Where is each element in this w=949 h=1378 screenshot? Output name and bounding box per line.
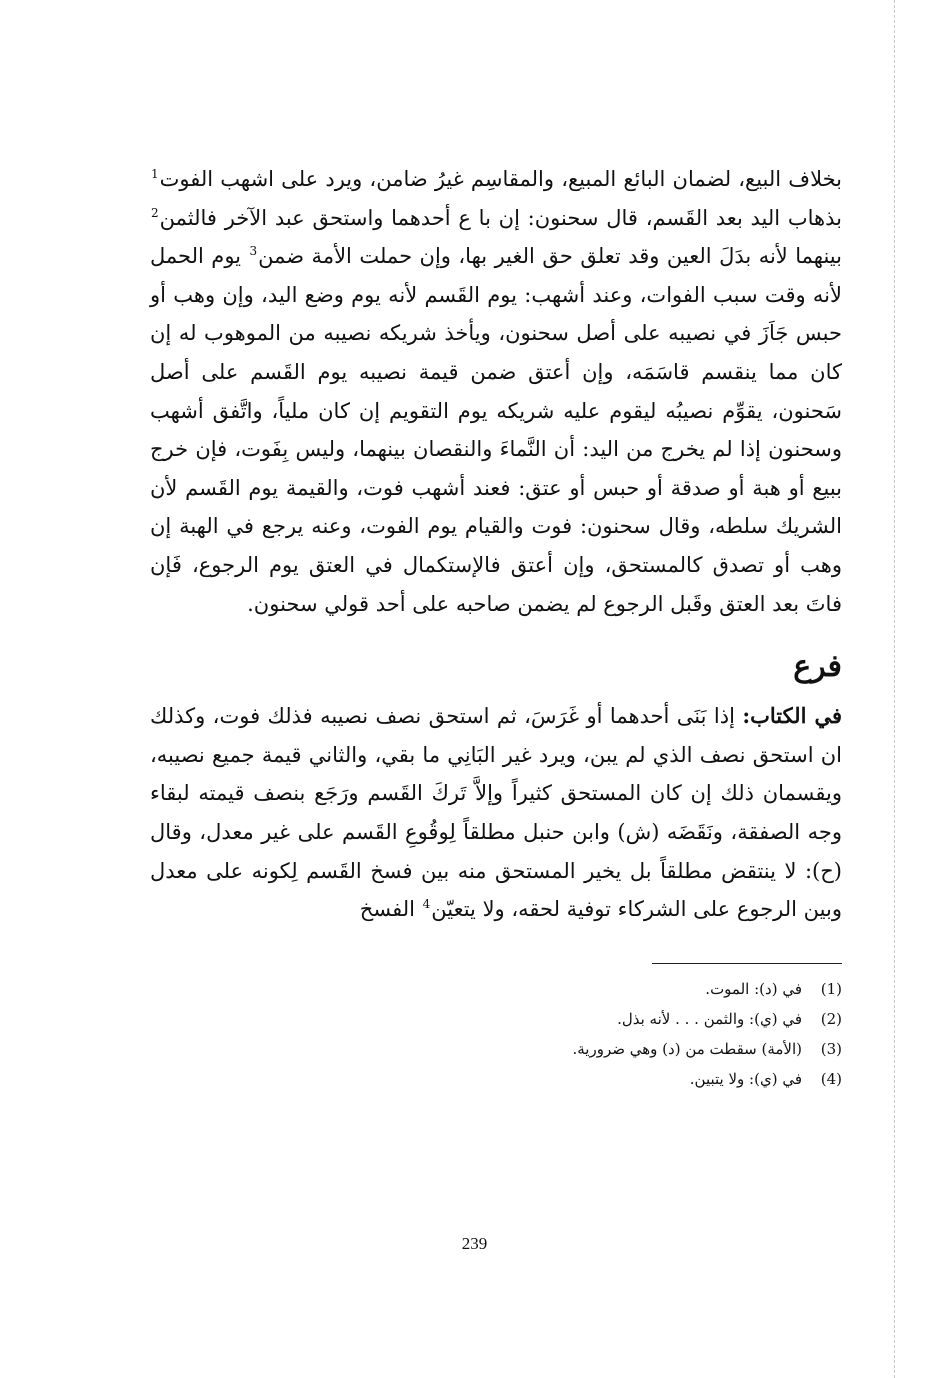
footnotes-list [150,974,842,1094]
footnote-divider [652,963,842,964]
footnote-number: (4) [820,1069,842,1088]
paragraph-2-text-b: الفسخ [359,897,422,922]
footnote-number: (1) [820,979,842,998]
paragraph-1-text-a: بخلاف البيع، لضمان البائع المبيع، والمقاسِم غيرُ ضامن، ويرد على اشهب الفوت [159,167,843,191]
footnote-text: في (ي): والثمن . . . لأنه بذل. [617,1009,802,1028]
paragraph-2 [150,697,842,929]
footnote-text: في (د): الموت. [705,979,802,998]
footnote-ref-2: 2 [151,205,159,220]
footnote-ref-4: 4 [422,897,431,912]
footnote-item [150,1034,842,1064]
footnote-item [150,1004,842,1034]
footnote-item [150,1064,842,1094]
footnote-number: (2) [820,1009,842,1028]
footnote-item [150,974,842,1004]
footnote-ref-1: 1 [151,167,159,181]
page-edge-line [894,0,895,1378]
paragraph-1-text-c: بينهما لأنه بدَلَ العين وقد تعلق حق الغير بها، وإن حملت الأمة ضمن [258,244,842,269]
paragraph-2-text-a: إذا بَنَى أحدهما أو غَرَسَ، ثم استحق نصف نصيبه فذلك فوت، وكذلك ان استحق نصف الذي لم يبن، ويرد غير البَانِي ما بقي، والثاني قيمة جميع نصيبه، ويقسمان ذلك إن كان المستحق كثيراً وإلاَّ تَركَ القَسم ورَجَع بنصف قيمته لبقاء وجه الصفقة، ونَقَضَه (ش) وابن حنبل مطلقاً لِوقُوعِ القَسم على غير معدل، وقال (ح): لا ينتقض مطلقاً بل يخير المستحق منه بين فسخ القَسم لِكونه على معدل وبين الرجوع على الشركاء توفية لحقه، ولا يتعيّن [150,704,842,922]
footnote-text: (الأمة) سقطت من (د) وهي ضرورية. [572,1039,802,1058]
paragraph-1-text-b: بذهاب اليد بعد القَسم، قال سحنون: إن با ع أحدهما واستحق عبد الآخر فالثمن [159,205,842,230]
footnote-number: (3) [820,1039,842,1058]
paragraph-1-text-d: يوم الحمل لأنه وقت سبب الفوات، وعند أشهب: يوم القَسم لأنه يوم وضع اليد، وإن وهب أو حبس جَاَزَ في نصيبه على أصل سحنون، ويأخذ شريكه نصيبه من الموهوب له إن كان مما ينقسم قاسَمَه، وإن أعتق ضمن قيمة نصيبه يوم القَسم على أصل سَحنون، يقوِّم نصيبُه ليقوم عليه شريكه يوم التقويم إن كان ملياً، واتَّفق أشهب وسحنون إذا لم يخرج من اليد: أن النَّماءَ والنقصان بينهما، وليس بِفَوت، فإن خرج ببيع أو هبة أو صدقة أو حبس أو عتق: فعند أشهب فوت، والقيمة يوم القَسم لأن الشريك سلطه، وقال سحنون: فوت والقيام يوم الفوت، وعنه يرجع في الهبة إن وهب أو تصدق كالمستحق، وإن أعتق فالإستكمال في العتق يوم الرجوع، فَإن فاتَ بعد العتق وقَبل الرجوع لم يضمن صاحبه على أحد قولي سحنون. [150,244,842,616]
paragraph-1 [150,160,842,623]
section-heading: فرع [793,649,842,685]
page-content [150,160,842,1094]
footnote-text: في (ي): ولا يتبين. [689,1069,802,1088]
paragraph-2-lead: في الكتاب: [742,703,842,729]
footnote-ref-3: 3 [249,244,258,259]
page-number: 239 [461,1234,488,1253]
